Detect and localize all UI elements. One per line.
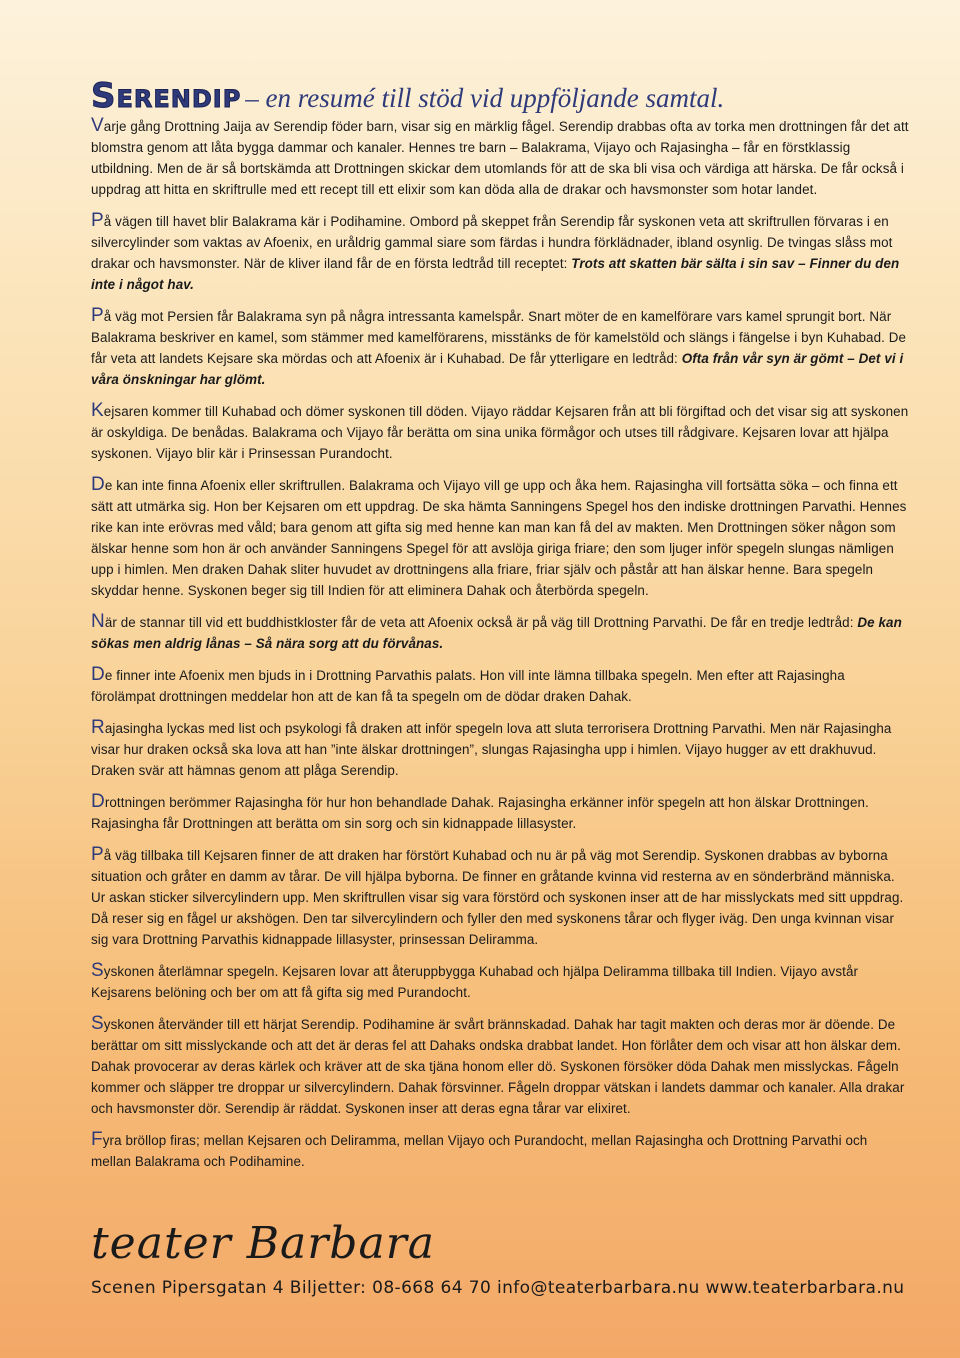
drop-cap: K — [91, 400, 104, 421]
drop-cap: D — [91, 474, 105, 495]
drop-cap: P — [91, 305, 104, 326]
drop-cap: D — [91, 664, 105, 685]
paragraph — [91, 845, 911, 950]
page-title: – en resumé till stöd vid uppföljande samtal. — [245, 83, 725, 113]
drop-cap: P — [91, 844, 104, 865]
paragraph — [91, 1130, 911, 1172]
paragraph-text: yra bröllop firas; mellan Kejsaren och Deliramma, mellan Vijayo och Purandocht, mellan Rajasingha och Drottning Parvathi och mellan Balakrama och Podihamine. — [91, 1133, 868, 1169]
paragraph — [91, 401, 911, 464]
document-body — [91, 76, 911, 1183]
paragraph — [91, 961, 911, 1003]
paragraph — [91, 665, 911, 707]
header — [91, 76, 911, 116]
paragraph-text: rottningen berömmer Rajasingha för hur hon behandlade Dahak. Rajasingha erkänner inför spegeln att hon älskar Drottningen. Rajasingha får Drottningen att berätta om sin sorg och sin kidnappade lillasyster. — [91, 795, 869, 831]
paragraph-text: arje gång Drottning Jaija av Serendip föder barn, visar sig en märklig fågel. Serendip drabbas ofta av torka men drottningen får det att blomstra genom att låta bygga dammar och kanaler. Hennes tre barn – Balakrama, Vijayo och Rajasingha – får en förstklassig utbildning. Men de är så bortskämda att Drottningen skickar dem utomlands för att de ska bli visa och värdiga att härska. De får också i uppdrag att hitta en skriftrulle med ett recept till ett elixir som kan döda alla de drakar och havsmonster som hotar landet. — [91, 119, 909, 197]
paragraph — [91, 116, 911, 200]
contact-line: Scenen Pipersgatan 4 Biljetter: 08-668 64 70 info@teaterbarbara.nu www.teaterbarbara.nu — [91, 1278, 905, 1298]
paragraph — [91, 1014, 911, 1119]
drop-cap: F — [91, 1129, 103, 1150]
paragraph — [91, 211, 911, 295]
teater-barbara-logo: teater Barbara — [91, 1218, 435, 1269]
paragraph-text: å väg mot Persien får Balakrama syn på några intressanta kamelspår. Snart möter de en kamelförare vars kamel sprungit bort. När Balakrama beskriver en kamel, som stämmer med kamelförarens, misstänks de för kamelstöld och slängs i fängelse i byn Kuhabad. De får veta att landets Kejsare ska mördas och att Afoenix är i Kuhabad. De får ytterligare en ledtråd: — [91, 309, 907, 366]
paragraph-text: å vägen till havet blir Balakrama kär i Podihamine. Ombord på skeppet från Serendip får syskonen veta att skriftrullen förvaras i en silvercylinder som vaktas av Afoenix, en uråldrig gammal siare som färdas i hundra förklädnader, ibland osynlig. De tvingas slåss mot drakar och havsmonster. När de kliver iland får de en första ledtråd till receptet: — [91, 214, 893, 271]
paragraph — [91, 792, 911, 834]
paragraph-text: å väg tillbaka till Kejsaren finner de att draken har förstört Kuhabad och nu är på väg mot Serendip. Syskonen drabbas av byborna situation och gråter en damm av tårar. De vill hjälpa byborna. De finner en gråtande kvinna vid resterna av en sönderbränd människa. Ur askan sticker silvercylindern upp. Men skriftrullen visar sig vara förstörd och syskonen inser att de har misslyckats med sitt uppdrag. Då reser sig en fågel ur akshögen. Den tar silvercylindern och fyller den med syskonens tårar och flyger iväg. Den unga kvinnan visar sig vara Drottning Parvathis kidnappade lillasyster, prinsessan Deliramma. — [91, 848, 904, 947]
paragraph-text: ajasingha lyckas med list och psykologi få draken att inför spegeln lova att sluta terrorisera Drottning Parvathi. Men när Rajasingha visar hur draken också ska lova att han ”inte älskar drottningen”, slungas Rajasingha upp i himlen. Vijayo hugger av ett drakhuvud. Draken svär att hämnas genom att plåga Serendip. — [91, 721, 892, 778]
drop-cap: S — [91, 1013, 104, 1034]
drop-cap: S — [91, 960, 104, 981]
serendip-logo: Serendip — [91, 76, 242, 116]
paragraph-text: e kan inte finna Afoenix eller skriftrullen. Balakrama och Vijayo vill ge upp och åka hem. Rajasingha vill fortsätta söka – och finna ett sätt att utmärka sig. Hon ber Kejsaren om ett uppdrag. De ska hämta Sanningens Spegel hos den indiske drottningen Parvathi. Hennes rike kan inte erövras med våld; bara genom att gifta sig med henne kan man kan få del av makten. Men Drottningen söker någon som älskar henne som hon är och använder Sanningens Spegel för att avslöja giriga friare; den som ljuger inför spegeln slungas nämligen upp i himlen. Men draken Dahak sliter huvudet av drottningens alla friare, friar själv och påstår att han älskar henne. Bara spegeln skyddar henne. Syskonen beger sig till Indien för att eliminera Dahak och återbörda spegeln. — [91, 478, 907, 598]
drop-cap: V — [91, 115, 104, 136]
clue-text: Trots att skatten bär sälta i sin sav – Finner du den inte i något hav. — [91, 256, 900, 292]
paragraph — [91, 475, 911, 601]
paragraph — [91, 612, 911, 654]
drop-cap: R — [91, 717, 105, 738]
drop-cap: D — [91, 791, 105, 812]
drop-cap: P — [91, 210, 104, 231]
paragraph-text: yskonen återvänder till ett härjat Serendip. Podihamine är svårt brännskadad. Dahak har tagit makten och deras mor är döende. De berättar om sitt misslyckande och att det är deras fel att Dahaks ondska drabbat landet. Hon förlåter dem och visar att hon älskar dem. Dahak provocerar av deras kärlek och kräver att de ska tjäna honom eller dö. Syskonen försöker döda Dahak men misslyckas. Fågeln kommer och släpper tre droppar ur silvercylindern. Dahak försvinner. Fågeln droppar vätskan i landets dammar och kanaler. Alla drakar och havsmonster dör. Serendip är räddat. Syskonen inser att deras egna tårar var elixiret. — [91, 1017, 905, 1116]
drop-cap: N — [91, 611, 105, 632]
paragraph — [91, 306, 911, 390]
paragraph-text: ejsaren kommer till Kuhabad och dömer syskonen till döden. Vijayo räddar Kejsaren från att bli förgiftad och det visar sig att syskonen är oskyldiga. De benådas. Balakrama och Vijayo får berätta om sina unika förmågor och utses till rådgivare. Kejsaren lovar att hjälpa syskonen. Vijayo blir kär i Prinsessan Purandocht. — [91, 404, 909, 461]
paragraph-text: yskonen återlämnar spegeln. Kejsaren lovar att återuppbygga Kuhabad och hjälpa Deliramma tillbaka till Indien. Vijayo avstår Kejsarens belöning och ber om att få gifta sig med Purandocht. — [91, 964, 859, 1000]
paragraph-text: är de stannar till vid ett buddhistkloster får de veta att Afoenix också är på väg till Drottning Parvathi. De får en tredje ledtråd: — [104, 615, 858, 630]
clue-text: De kan sökas men aldrig lånas – Så nära sorg att du förvånas. — [91, 615, 902, 651]
paragraph — [91, 718, 911, 781]
clue-text: Ofta från vår syn är gömt – Det vi i våra önskningar har glömt. — [91, 351, 904, 387]
paragraph-text: e finner inte Afoenix men bjuds in i Drottning Parvathis palats. Hon vill inte lämna tillbaka spegeln. Men efter att Rajasingha förolämpat drottningen meddelar hon att de kan få ta spegeln om de dödar draken Dahak. — [91, 668, 845, 704]
